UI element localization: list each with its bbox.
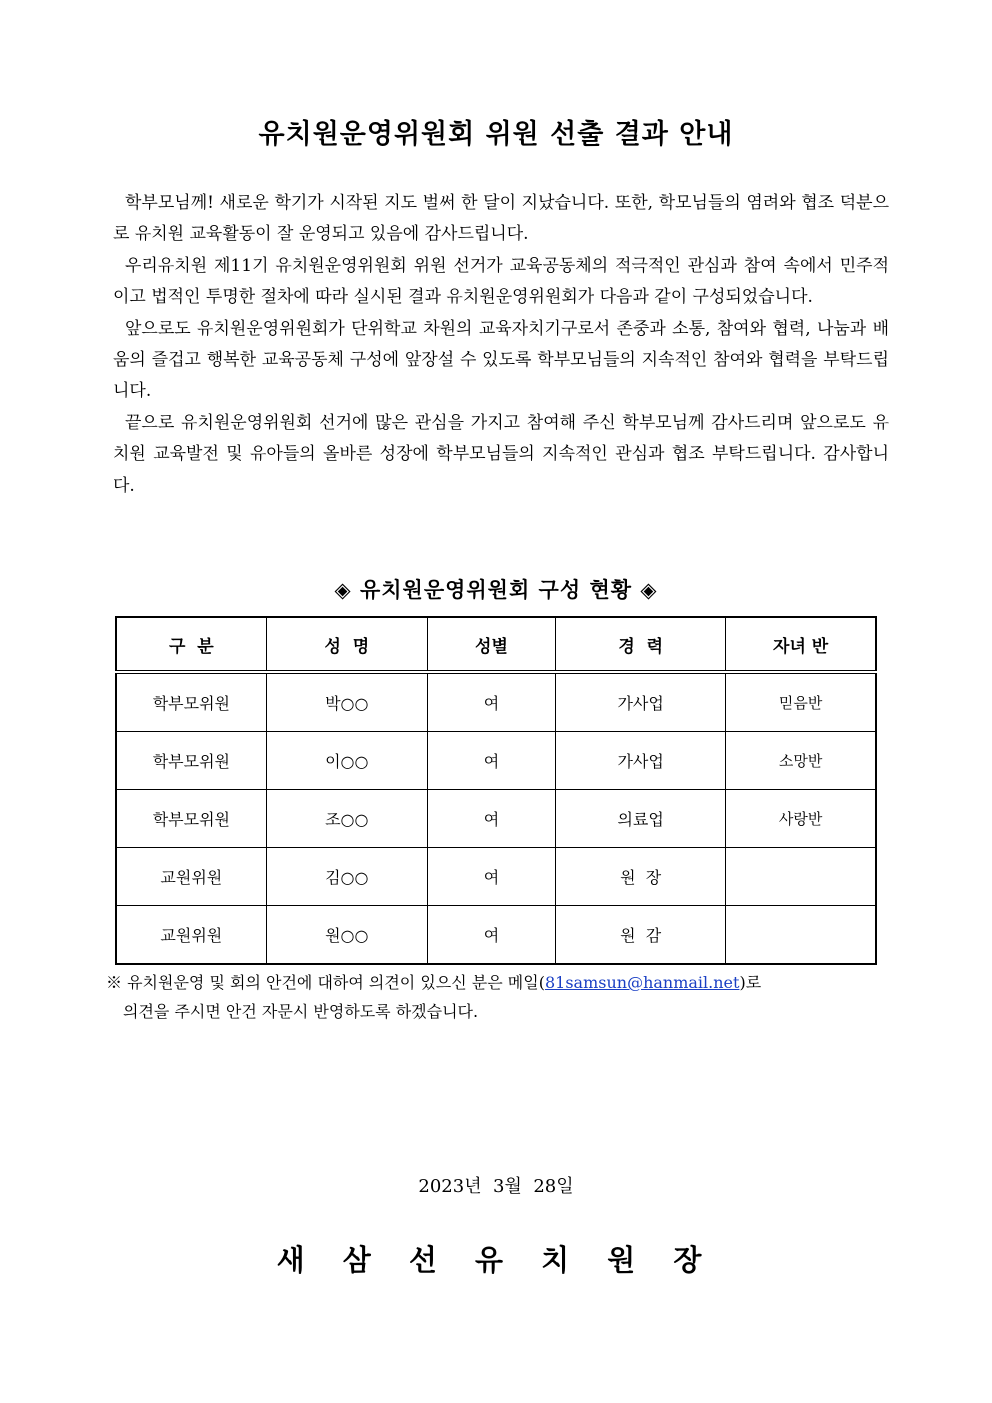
cell-name: 조○○ [266,790,427,848]
paragraph-request: 앞으로도 유치원운영위원회가 단위학교 차원의 교육자치기구로서 존중과 소통, 참여와 협력, 나눔과 배움의 즐겁고 행복한 교육공동체 구성에 앞장설 수 있도록 학부모님들의 지속적인 참여와 협력을 부탁드립니다. [113,318,889,402]
cell-child-class [726,906,876,965]
cell-career: 가사업 [556,672,726,732]
note-line-2: 의견을 주시면 안건 자문시 반영하도록 하겠습니다. [123,1002,479,1021]
cell-name: 박○○ [266,672,427,732]
header-career: 경 력 [556,617,726,672]
cell-gender: 여 [427,906,555,965]
cell-category: 학부모위원 [116,672,266,732]
cell-gender: 여 [427,732,555,790]
paragraph-election: 우리유치원 제11기 유치원운영위원회 위원 선거가 교육공동체의 적극적인 관심과 참여 속에서 민주적이고 법적인 투명한 절차에 따라 실시된 결과 유치원운영위원회가 다음과 같이 구성되었습니다. [113,255,889,308]
header-category: 구 분 [116,617,266,672]
cell-child-class: 사랑반 [726,790,876,848]
organization-name: 새 삼 선 유 치 원 장 [276,1243,716,1277]
cell-gender: 여 [427,848,555,906]
email-link[interactable]: 81samsun@hanmail.net [544,973,740,992]
cell-child-class: 믿음반 [726,672,876,732]
header-gender: 성별 [427,617,555,672]
cell-career: 원 감 [556,906,726,965]
cell-category: 학부모위원 [116,790,266,848]
paragraph-closing: 끝으로 유치원운영위원회 선거에 많은 관심을 가지고 참여해 주신 학부모님께 감사드리며 앞으로도 유치원 교육발전 및 유아들의 올바른 성장에 학부모님들의 지속적인 관심과 협조 부탁드립니다. 감사합니다. [113,412,889,496]
body-text [113,188,889,502]
cell-name: 김○○ [266,848,427,906]
cell-category: 교원위원 [116,906,266,965]
header-name: 성 명 [266,617,427,672]
header-child-class: 자녀 반 [726,617,876,672]
table-row [116,732,876,790]
table-title: ◈ 유치원운영위원회 구성 현황 ◈ [334,578,658,602]
cell-career: 의료업 [556,790,726,848]
note-suffix: )로 [739,973,762,992]
note [106,968,896,1026]
table-row [116,906,876,965]
table-row [116,672,876,732]
table-row [116,790,876,848]
cell-child-class: 소망반 [726,732,876,790]
note-line-1 [106,968,896,997]
cell-career: 가사업 [556,732,726,790]
document-date: 2023년 3월 28일 [418,1176,574,1197]
document-title: 유치원운영위원회 위원 선출 결과 안내 [258,119,734,150]
cell-category: 학부모위원 [116,732,266,790]
table-header-row [116,617,876,672]
cell-name: 이○○ [266,732,427,790]
cell-child-class [726,848,876,906]
table-row [116,848,876,906]
cell-gender: 여 [427,672,555,732]
cell-career: 원 장 [556,848,726,906]
cell-gender: 여 [427,790,555,848]
cell-category: 교원위원 [116,848,266,906]
paragraph-greeting: 학부모님께! 새로운 학기가 시작된 지도 벌써 한 달이 지났습니다. 또한, 학모님들의 염려와 협조 덕분으로 유치원 교육활동이 잘 운영되고 있음에 감사드립니다. [113,193,889,245]
cell-name: 원○○ [266,906,427,965]
note-prefix: ※ 유치원운영 및 회의 안건에 대하여 의견이 있으신 분은 메일( [106,973,545,992]
committee-table [115,616,877,965]
